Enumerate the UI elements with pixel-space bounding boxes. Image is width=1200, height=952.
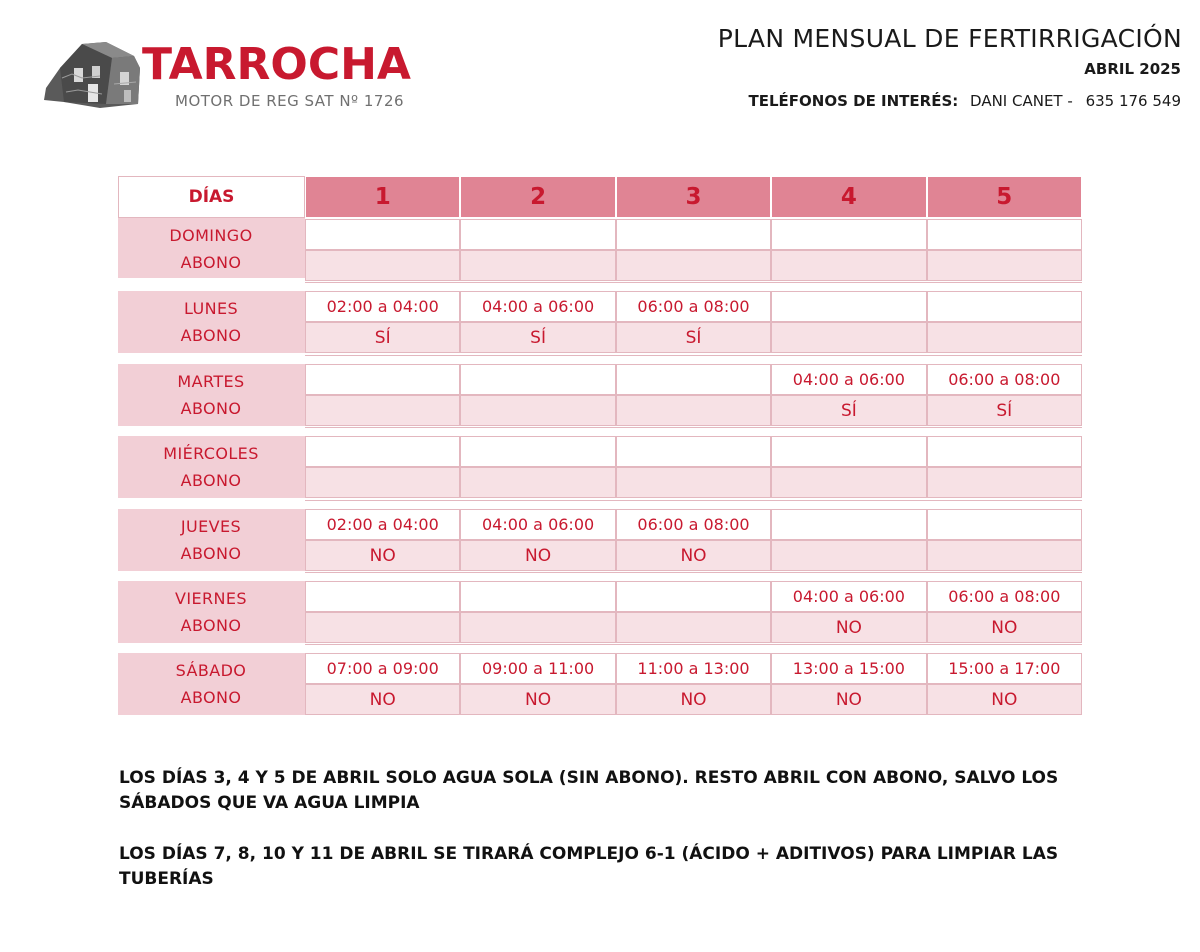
- abono-cell: [616, 395, 771, 426]
- time-slot-cell: 06:00 a 08:00: [927, 581, 1082, 612]
- time-slot-cell: [771, 436, 926, 467]
- brand-subtitle: MOTOR DE REG SAT Nº 1726: [175, 92, 405, 110]
- time-slot-cell: 13:00 a 15:00: [771, 653, 926, 684]
- abono-cell: NO: [927, 684, 1082, 715]
- abono-cell: SÍ: [927, 395, 1082, 426]
- abono-cell: [771, 467, 926, 498]
- time-slot-cell: 15:00 a 17:00: [927, 653, 1082, 684]
- abono-cell: NO: [616, 684, 771, 715]
- phones-label: TELÉFONOS DE INTERÉS:: [748, 92, 959, 110]
- abono-cell: [771, 540, 926, 571]
- day-name: DOMINGO: [169, 226, 253, 245]
- row-divider: [305, 500, 1082, 501]
- abono-cell: [927, 250, 1082, 281]
- brand-name: TARROCHA: [142, 39, 411, 90]
- time-slot-cell: 02:00 a 04:00: [305, 509, 460, 540]
- abono-label: ABONO: [180, 326, 242, 345]
- abono-cell: NO: [616, 540, 771, 571]
- day-name: SÁBADO: [175, 661, 247, 680]
- abono-label: ABONO: [180, 253, 242, 272]
- day-name: MARTES: [177, 372, 245, 391]
- column-header-4: 4: [771, 176, 926, 218]
- abono-cell: [305, 612, 460, 643]
- time-slot-cell: [305, 581, 460, 612]
- time-slot-cell: 04:00 a 06:00: [460, 291, 615, 322]
- abono-cell: [616, 467, 771, 498]
- day-name: MIÉRCOLES: [163, 444, 259, 463]
- plan-date: ABRIL 2025: [1084, 60, 1181, 78]
- abono-label: ABONO: [180, 616, 242, 635]
- abono-cell: NO: [305, 540, 460, 571]
- time-slot-cell: 04:00 a 06:00: [771, 364, 926, 395]
- row-divider: [305, 644, 1082, 645]
- time-slot-cell: [927, 509, 1082, 540]
- time-slot-cell: [616, 581, 771, 612]
- row-divider: [305, 355, 1082, 356]
- time-slot-cell: [616, 436, 771, 467]
- column-header-5: 5: [927, 176, 1082, 218]
- abono-label: ABONO: [180, 688, 242, 707]
- abono-cell: NO: [460, 540, 615, 571]
- abono-cell: [460, 467, 615, 498]
- row-divider: [305, 572, 1082, 573]
- page-title: PLAN MENSUAL DE FERTIRRIGACIÓN: [717, 24, 1182, 53]
- abono-cell: [927, 467, 1082, 498]
- time-slot-cell: [771, 291, 926, 322]
- abono-cell: [305, 467, 460, 498]
- company-logo: [42, 36, 412, 116]
- note-paragraph: LOS DÍAS 3, 4 Y 5 DE ABRIL SOLO AGUA SOLA (SIN ABONO). RESTO ABRIL CON ABONO, SALVO LOS SÁBADOS QUE VA AGUA LIMPIA: [119, 768, 1059, 813]
- abono-cell: [460, 250, 615, 281]
- time-slot-cell: [927, 436, 1082, 467]
- time-slot-cell: 02:00 a 04:00: [305, 291, 460, 322]
- abono-cell: NO: [771, 612, 926, 643]
- abono-cell: NO: [771, 684, 926, 715]
- time-slot-cell: [927, 291, 1082, 322]
- time-slot-cell: [460, 364, 615, 395]
- day-name: VIERNES: [175, 589, 247, 608]
- row-divider: [305, 282, 1082, 283]
- time-slot-cell: 11:00 a 13:00: [616, 653, 771, 684]
- day-name: LUNES: [183, 299, 239, 318]
- time-slot-cell: 06:00 a 08:00: [927, 364, 1082, 395]
- contact-name: DANI CANET -: [970, 92, 1073, 110]
- time-slot-cell: [460, 219, 615, 250]
- abono-cell: SÍ: [460, 322, 615, 353]
- time-slot-cell: 07:00 a 09:00: [305, 653, 460, 684]
- abono-cell: [460, 395, 615, 426]
- column-header-2: 2: [460, 176, 615, 218]
- abono-label: ABONO: [180, 544, 242, 563]
- abono-cell: [927, 322, 1082, 353]
- abono-cell: [771, 250, 926, 281]
- abono-cell: [305, 250, 460, 281]
- column-header-3: 3: [616, 176, 771, 218]
- abono-cell: [305, 395, 460, 426]
- time-slot-cell: 09:00 a 11:00: [460, 653, 615, 684]
- abono-cell: SÍ: [771, 395, 926, 426]
- time-slot-cell: 06:00 a 08:00: [616, 509, 771, 540]
- abono-cell: [460, 612, 615, 643]
- stone-house-icon: [42, 38, 146, 110]
- time-slot-cell: [616, 364, 771, 395]
- abono-cell: [616, 250, 771, 281]
- abono-label: ABONO: [180, 399, 242, 418]
- time-slot-cell: [460, 581, 615, 612]
- abono-cell: SÍ: [305, 322, 460, 353]
- time-slot-cell: [616, 219, 771, 250]
- day-name: JUEVES: [180, 517, 242, 536]
- abono-cell: [771, 322, 926, 353]
- time-slot-cell: [771, 219, 926, 250]
- row-divider: [305, 427, 1082, 428]
- time-slot-cell: [305, 364, 460, 395]
- schedule-table: [118, 176, 1082, 716]
- column-header-1: 1: [305, 176, 460, 218]
- abono-cell: [927, 540, 1082, 571]
- time-slot-cell: [460, 436, 615, 467]
- time-slot-cell: [305, 219, 460, 250]
- abono-cell: NO: [927, 612, 1082, 643]
- abono-cell: [616, 612, 771, 643]
- contact-phone: 635 176 549: [1085, 92, 1181, 110]
- time-slot-cell: 04:00 a 06:00: [771, 581, 926, 612]
- contact-phones: [749, 92, 1182, 110]
- abono-cell: NO: [460, 684, 615, 715]
- abono-cell: SÍ: [616, 322, 771, 353]
- time-slot-cell: [305, 436, 460, 467]
- time-slot-cell: [771, 509, 926, 540]
- days-column-header: DÍAS: [118, 176, 305, 218]
- time-slot-cell: [927, 219, 1082, 250]
- note-paragraph: LOS DÍAS 7, 8, 10 Y 11 DE ABRIL SE TIRARÁ COMPLEJO 6-1 (ÁCIDO + ADITIVOS) PARA LIMPIAR LAS TUBERÍAS: [119, 844, 1059, 889]
- time-slot-cell: 04:00 a 06:00: [460, 509, 615, 540]
- abono-cell: NO: [305, 684, 460, 715]
- time-slot-cell: 06:00 a 08:00: [616, 291, 771, 322]
- abono-label: ABONO: [180, 471, 242, 490]
